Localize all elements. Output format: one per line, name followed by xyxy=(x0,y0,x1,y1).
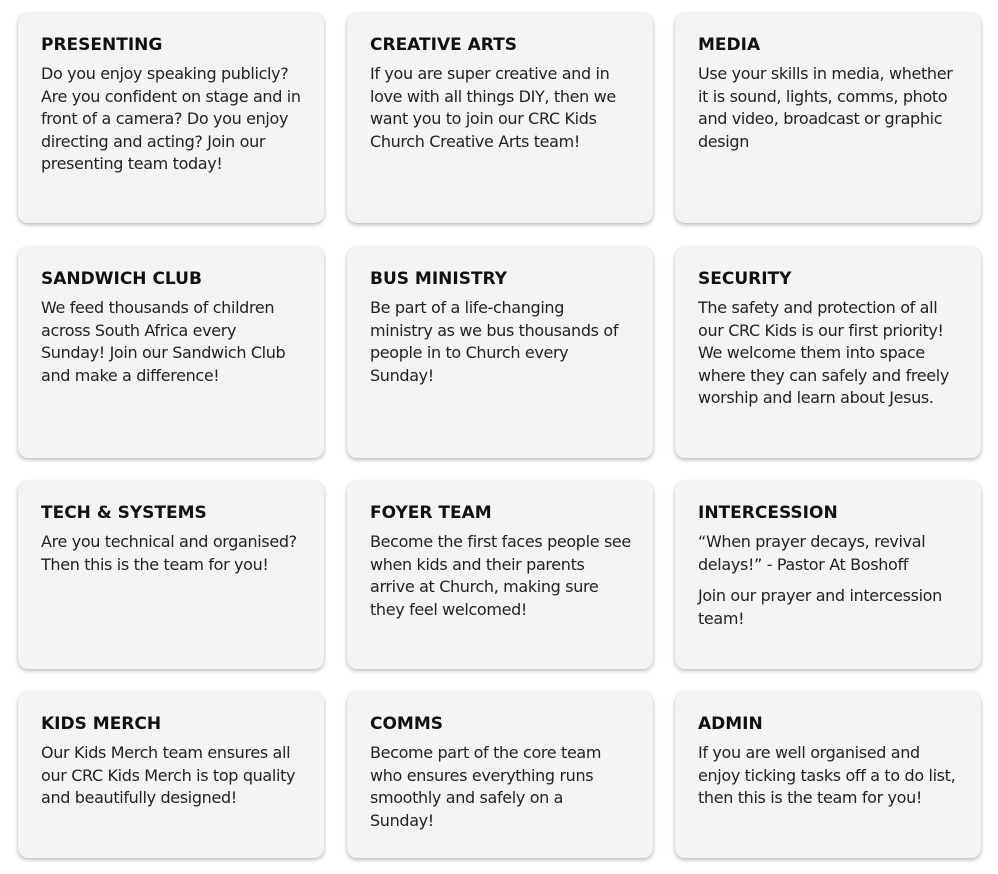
card-title: CREATIVE ARTS xyxy=(370,35,517,55)
card-title: PRESENTING xyxy=(41,35,163,55)
team-card-presenting[interactable] xyxy=(18,13,324,223)
card-title: INTERCESSION xyxy=(698,503,838,523)
team-card-media[interactable] xyxy=(675,13,981,223)
card-description: Become the first faces people see when kids and their parents arrive at Church, making sure they feel welcomed! xyxy=(370,532,631,619)
card-description: Do you enjoy speaking publicly? Are you confident on stage and in front of a camera? Do you enjoy directing and acting? Join our presenting team today! xyxy=(41,64,301,173)
card-title: COMMS xyxy=(370,714,444,734)
card-description: We feed thousands of children across South Africa every Sunday! Join our Sandwich Club and make a difference! xyxy=(41,298,286,385)
card-title: KIDS MERCH xyxy=(41,714,162,734)
card-description: The safety and protection of all our CRC Kids is our first priority! We welcome them into space where they can safely and freely worship and learn about Jesus. xyxy=(698,298,949,407)
team-card-creative-arts[interactable] xyxy=(347,13,653,223)
team-card-bus-ministry[interactable] xyxy=(347,247,653,458)
card-title: SANDWICH CLUB xyxy=(41,269,202,289)
team-card-security[interactable] xyxy=(675,247,981,458)
card-description: If you are super creative and in love with all things DIY, then we want you to join our CRC Kids Church Creative Arts team! xyxy=(370,64,616,151)
team-card-sandwich-club[interactable] xyxy=(18,247,324,458)
card-title: SECURITY xyxy=(698,269,792,289)
card-title: MEDIA xyxy=(698,35,761,55)
card-title: BUS MINISTRY xyxy=(370,269,508,289)
card-title: ADMIN xyxy=(698,714,763,734)
card-quote: “When prayer decays, revival delays!” - Pastor At Boshoff xyxy=(698,532,926,574)
team-card-tech-systems[interactable] xyxy=(18,481,324,669)
card-description: Join our prayer and intercession team! xyxy=(698,586,942,628)
team-card-intercession[interactable] xyxy=(675,481,981,669)
card-description: Be part of a life-changing ministry as we bus thousands of people in to Church every Sunday! xyxy=(370,298,619,385)
team-card-admin[interactable] xyxy=(675,692,981,858)
team-card-comms[interactable] xyxy=(347,692,653,858)
card-description: Our Kids Merch team ensures all our CRC Kids Merch is top quality and beautifully designed! xyxy=(41,743,296,807)
card-description: Become part of the core team who ensures everything runs smoothly and safely on a Sunday! xyxy=(370,743,602,830)
card-description: If you are well organised and enjoy ticking tasks off a to do list, then this is the team for you! xyxy=(698,743,956,807)
card-description: Are you technical and organised? Then this is the team for you! xyxy=(41,532,297,574)
card-title: TECH & SYSTEMS xyxy=(41,503,207,523)
team-card-foyer-team[interactable] xyxy=(347,481,653,669)
card-title: FOYER TEAM xyxy=(370,503,492,523)
card-description: Use your skills in media, whether it is sound, lights, comms, photo and video, broadcast or graphic design xyxy=(698,64,953,151)
team-card-kids-merch[interactable] xyxy=(18,692,324,858)
